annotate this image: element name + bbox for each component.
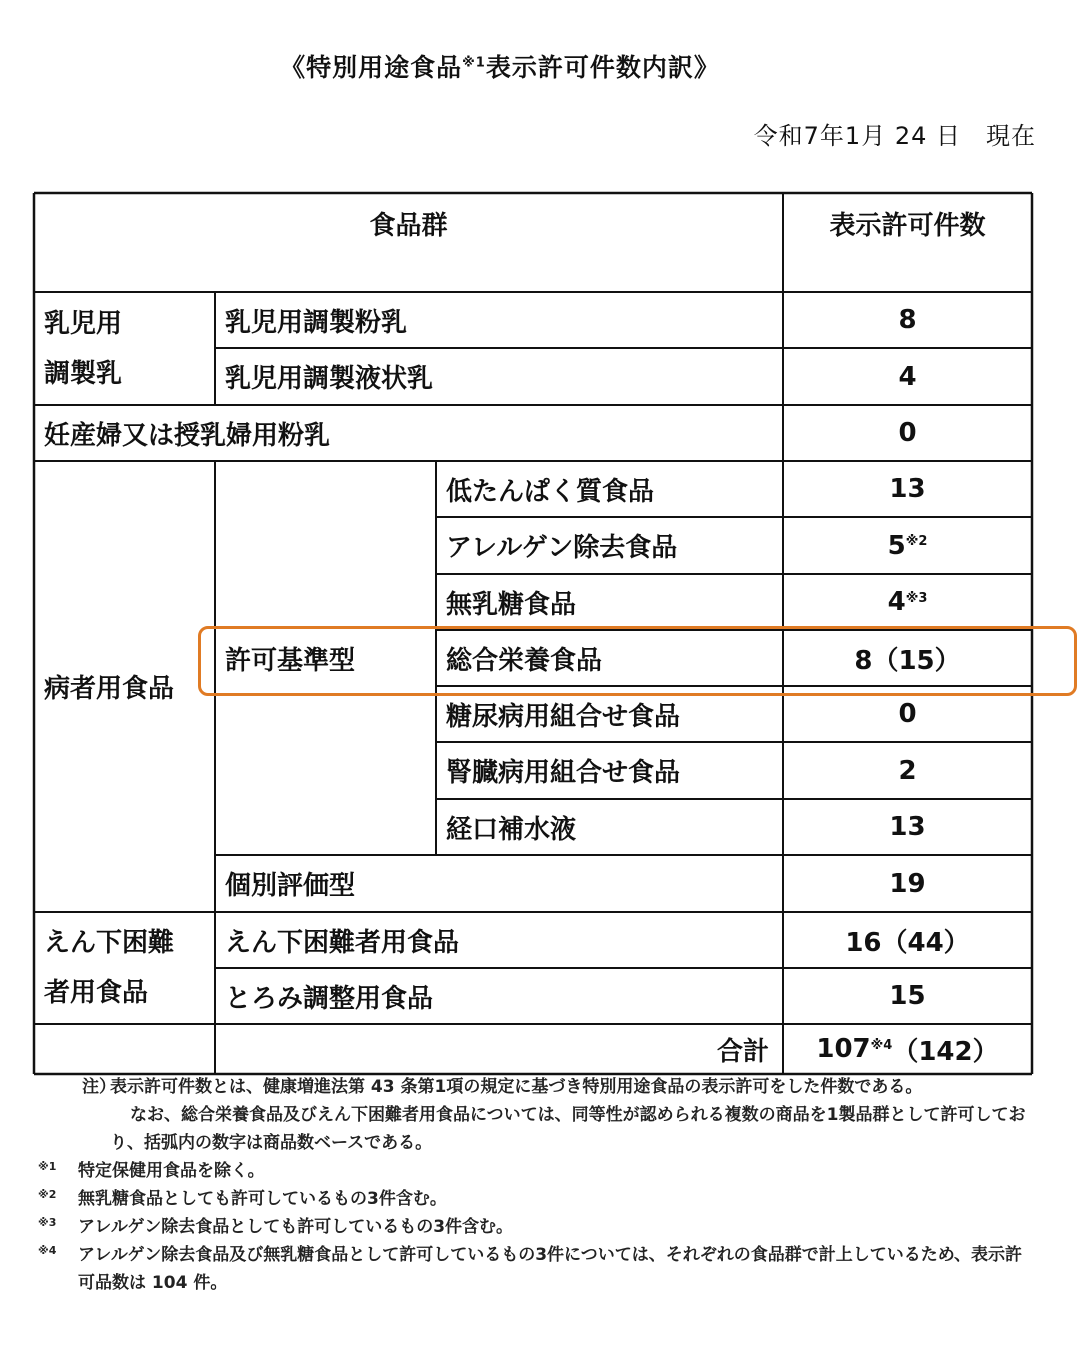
footnote-ref: ※2	[905, 534, 928, 549]
footnote-item	[38, 1185, 1038, 1213]
footnote-mark: ※4	[38, 1244, 57, 1257]
label-thickener: とろみ調整用食品	[225, 983, 434, 1014]
count-individual-type: 19	[889, 868, 926, 899]
label-infant-liquid: 乳児用調製液状乳	[225, 364, 434, 394]
header-food-group: 食品群	[369, 211, 448, 241]
footnote-item	[38, 1241, 1038, 1297]
footnote-mark: ※1	[38, 1160, 57, 1173]
footnote-text: 特定保健用食品を除く。	[78, 1161, 265, 1181]
footnote-item	[38, 1213, 1038, 1241]
page-title: 《特別用途食品$^{※1}$表示許可件数内訳》	[280, 53, 720, 82]
label-maternal-powder: 妊産婦又は授乳婦用粉乳	[44, 420, 331, 451]
label-standard-item: アレルゲン除去食品	[446, 533, 678, 563]
footnote-item	[38, 1157, 1038, 1185]
count-dysphagia-food: 16（44）	[845, 927, 970, 958]
count-infant-liquid: 4	[898, 361, 917, 392]
label-standard-item: 経口補水液	[446, 814, 577, 845]
footnote-mark: ※2	[38, 1188, 57, 1201]
label-standard-item: 低たんぱく質食品	[446, 476, 655, 507]
count-infant-powder: 8	[898, 305, 917, 335]
group-infant-formula: 乳児用 調製乳	[44, 308, 123, 389]
footnote-ref: ※3	[905, 590, 928, 606]
note-intro: 注） 表示許可件数とは、健康増進法第 43 条第1項の規定に基づき特別用途食品の表示許可をした件数である。	[82, 1077, 923, 1097]
footnote-ref: ※4	[870, 1037, 893, 1053]
footnotes	[38, 1073, 1038, 1297]
note-intro-2: なお、総合栄養食品及びえん下困難者用食品については、同等性が認められる複数の商品を1製品群として許可しており、括弧内の数字は商品数ベースである。	[110, 1105, 1026, 1153]
header-approval-count: 表示許可件数	[829, 211, 986, 241]
label-standard-item: 腎臓病用組合せ食品	[446, 758, 681, 788]
count-standard-item: 13	[889, 474, 926, 504]
count-standard-item: 8（15）	[854, 645, 961, 676]
count-standard-item: 4 $^{※3}$	[887, 587, 928, 617]
total-product-count: （142）	[892, 1036, 999, 1067]
label-standard-item: 総合栄養食品	[446, 645, 603, 676]
label-individual-type: 個別評価型	[225, 871, 356, 901]
footnote-mark: ※3	[38, 1216, 57, 1229]
label-standard-type: 許可基準型	[225, 645, 356, 676]
count-standard-item: 5 $^{※2}$	[887, 530, 928, 561]
label-standard-item: 無乳糖食品	[446, 589, 577, 620]
count-total: 107 $^{※4}$ （142）	[783, 1024, 1032, 1074]
count-standard-item: 13	[889, 812, 926, 842]
footnote-text: アレルゲン除去食品としても許可しているもの3件含む。	[78, 1217, 514, 1237]
group-patient-food: 病者用食品	[44, 674, 175, 704]
label-dysphagia-food: えん下困難者用食品	[225, 927, 460, 958]
count-standard-item: 0	[898, 699, 917, 729]
count-thickener: 15	[889, 981, 926, 1011]
label-standard-item: 糖尿病用組合せ食品	[446, 701, 681, 732]
count-maternal-powder: 0	[898, 418, 917, 448]
label-total: 合計	[716, 1036, 769, 1067]
footnote-text: アレルゲン除去食品及び無乳糖食品として許可しているもの3件については、それぞれの食品群で計上しているため、表示許可品数は 104 件。	[78, 1245, 1023, 1293]
as-of-date: 令和7年1月 24 日 現在	[753, 122, 1036, 150]
label-infant-powder: 乳児用調製粉乳	[225, 307, 408, 338]
count-standard-item: 2	[898, 755, 917, 786]
group-dysphagia: えん下困難 者用食品	[44, 928, 175, 1008]
footnote-text: 無乳糖食品としても許可しているもの3件含む。	[78, 1189, 447, 1209]
